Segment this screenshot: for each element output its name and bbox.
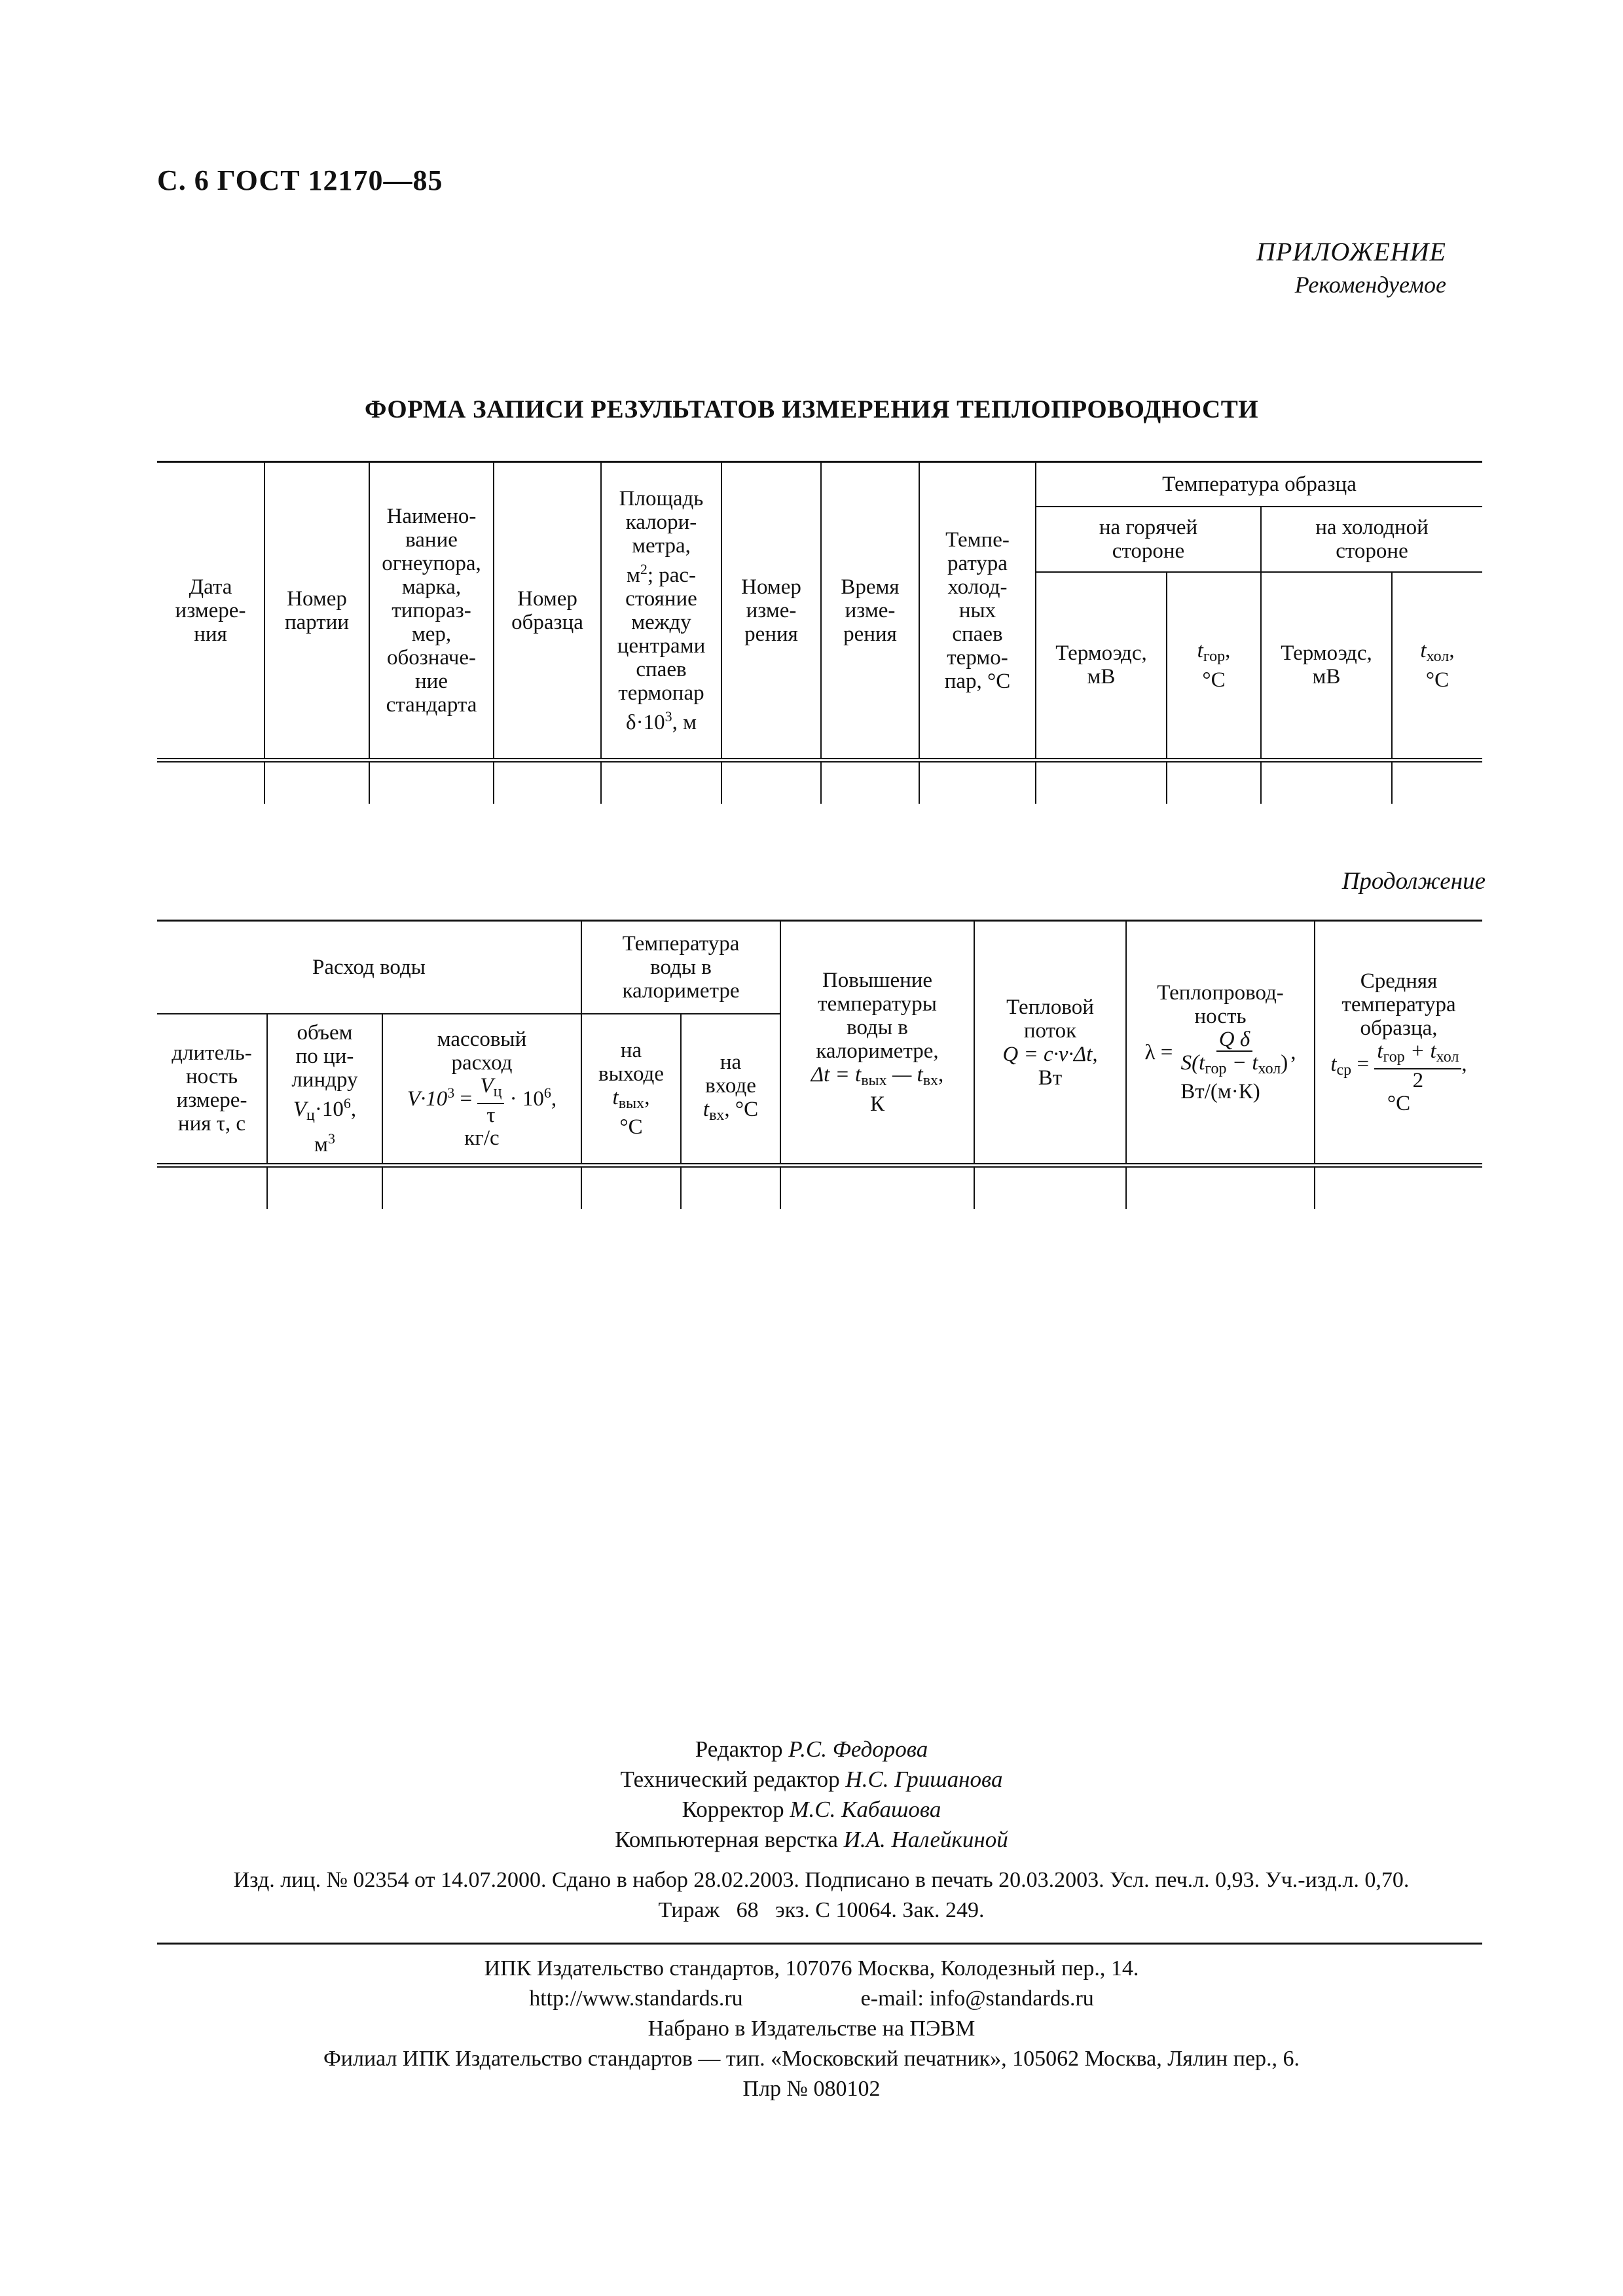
publisher-email: e-mail: info@standards.ru bbox=[860, 1986, 1094, 2011]
cell bbox=[157, 761, 264, 804]
group-water-flow: Расход воды bbox=[157, 921, 581, 1014]
cell bbox=[1392, 761, 1482, 804]
col-batch: Номер партии bbox=[264, 462, 369, 761]
credit-proofreader: Корректор М.С. Кабашова bbox=[682, 1797, 941, 1822]
appendix-title: ПРИЛОЖЕНИЕ bbox=[1256, 237, 1446, 266]
imprint bbox=[157, 1865, 1486, 1926]
publisher-block bbox=[0, 1954, 1623, 2104]
form-title: ФОРМА ЗАПИСИ РЕЗУЛЬТАТОВ ИЗМЕРЕНИЯ ТЕПЛОПРОВОДНОСТИ bbox=[364, 395, 1259, 423]
cell bbox=[681, 1166, 780, 1209]
col-volume: объем по ци- линдру $V_ц\cdot 10^6$, $м^3$ bbox=[267, 1014, 382, 1166]
cell bbox=[780, 1166, 974, 1209]
imprint-line-2: Тираж 68 экз. С 10064. Зак. 249. bbox=[658, 1898, 985, 1922]
col-outlet-temperature: на выходе $t_{вых}$, °С bbox=[581, 1014, 681, 1166]
cell bbox=[721, 761, 821, 804]
col-mean-temperature: Средняя температура образца, $t_{ср}$ = $\frac{t_{гор} + t_{хол}}{2}$ , °С bbox=[1315, 921, 1482, 1166]
cell bbox=[919, 761, 1036, 804]
conductivity-fraction: $\frac{\text{Q δ}}{S(t_{гор} - t_{хол})}$ bbox=[1180, 1028, 1288, 1077]
cell bbox=[1036, 761, 1167, 804]
publisher-url: http://www.standards.ru bbox=[529, 1986, 743, 2011]
credit-layout: Компьютерная верстка И.А. Налейкиной bbox=[615, 1827, 1008, 1852]
col-measurement-number: Номер изме- рения bbox=[721, 462, 821, 761]
col-cold-junction-temperature: Темпе- ратура холод- ных спаев термо- пар, °С bbox=[919, 462, 1036, 761]
publisher-contacts bbox=[0, 1984, 1623, 2014]
cell bbox=[157, 1166, 267, 1209]
group-cold-side: на холодной стороне bbox=[1261, 507, 1482, 572]
col-material-name: Наимено- вание огнеупора, марка, типораз- мер, обозначе- ние стандарта bbox=[369, 462, 494, 761]
col-t-hot: $t_{гор}$, °С bbox=[1167, 572, 1261, 761]
mass-flow-fraction: $\frac{V_ц}{\tau}$ bbox=[477, 1075, 504, 1126]
divider bbox=[157, 1943, 1482, 1945]
cell bbox=[1126, 1166, 1315, 1209]
cell bbox=[974, 1166, 1126, 1209]
credit-editor: Редактор Р.С. Федорова bbox=[695, 1736, 928, 1762]
page-header: С. 6 ГОСТ 12170—85 bbox=[157, 164, 443, 196]
measurement-table-2 bbox=[157, 920, 1482, 1209]
cell bbox=[494, 761, 601, 804]
table-row bbox=[157, 761, 1482, 804]
publisher-license: Плр № 080102 bbox=[742, 2077, 881, 2101]
col-calorimeter-area: Площадь калори- метра, $м^2$; рас- стояние между центрами спаев термопар $\delta\cdot 10^3$, м bbox=[601, 462, 721, 761]
cell bbox=[601, 761, 721, 804]
credit-tech-editor: Технический редактор Н.С. Гришанова bbox=[620, 1767, 1003, 1792]
imprint-line-1: Изд. лиц. № 02354 от 14.07.2000. Сдано в набор 28.02.2003. Подписано в печать 20.03.2003. Усл. печ.л. 0,93. Уч.-изд.л. 0,70. bbox=[233, 1868, 1410, 1892]
publisher-typeset: Набрано в Издательстве на ПЭВМ bbox=[647, 2017, 976, 2041]
col-t-cold: $t_{хол}$, °С bbox=[1392, 572, 1482, 761]
appendix-status: Рекомендуемое bbox=[1294, 272, 1446, 298]
cell bbox=[1167, 761, 1261, 804]
col-temperature-rise: Повышение температуры воды в калориметре, $\Delta t = t_{вых}$ — $t_{вх}$, К bbox=[780, 921, 974, 1166]
col-sample-number: Номер образца bbox=[494, 462, 601, 761]
cell bbox=[369, 761, 494, 804]
col-thermal-conductivity: Теплопровод- ность λ = $\frac{\text{Q δ}}{S(t_{гор} - t_{хол})}$ , Вт/(м·К) bbox=[1126, 921, 1315, 1166]
col-measurement-time: Время изме- рения bbox=[821, 462, 919, 761]
continuation-label: Продолжение bbox=[1341, 868, 1486, 895]
group-hot-side: на горячей стороне bbox=[1036, 507, 1261, 572]
publisher-printer: Филиал ИПК Издательство стандартов — тип. «Московский печатник», 105062 Москва, Лялин пер., 6. bbox=[323, 2047, 1300, 2071]
cell bbox=[382, 1166, 581, 1209]
cell bbox=[1261, 761, 1392, 804]
table-row bbox=[157, 1166, 1482, 1209]
mean-temperature-fraction: $\frac{t_{гор} + t_{хол}}{2}$ bbox=[1374, 1040, 1461, 1092]
col-duration: длитель- ность измере- ния τ, с bbox=[157, 1014, 267, 1166]
cell bbox=[581, 1166, 681, 1209]
publisher-address: ИПК Издательство стандартов, 107076 Москва, Колодезный пер., 14. bbox=[484, 1956, 1139, 1981]
col-mass-flow: массовый расход $V\cdot 10^3$ = $\frac{V_ц}{\tau}$ · $10^6$, кг/с bbox=[382, 1014, 581, 1166]
cell bbox=[821, 761, 919, 804]
cell bbox=[264, 761, 369, 804]
col-inlet-temperature: на входе $t_{вх}$, °С bbox=[681, 1014, 780, 1166]
measurement-table-1 bbox=[157, 461, 1482, 804]
col-date: Дата измере- ния bbox=[157, 462, 264, 761]
col-heat-flow: Тепловой поток Q = c·v·Δt, Вт bbox=[974, 921, 1126, 1166]
cell bbox=[267, 1166, 382, 1209]
group-sample-temperature: Температура образца bbox=[1036, 462, 1482, 507]
col-emf-hot: Термоэдс, мВ bbox=[1036, 572, 1167, 761]
appendix-block bbox=[1256, 236, 1446, 301]
credits bbox=[0, 1734, 1623, 1855]
group-water-temperature: Температура воды в калориметре bbox=[581, 921, 780, 1014]
col-emf-cold: Термоэдс, мВ bbox=[1261, 572, 1392, 761]
cell bbox=[1315, 1166, 1482, 1209]
